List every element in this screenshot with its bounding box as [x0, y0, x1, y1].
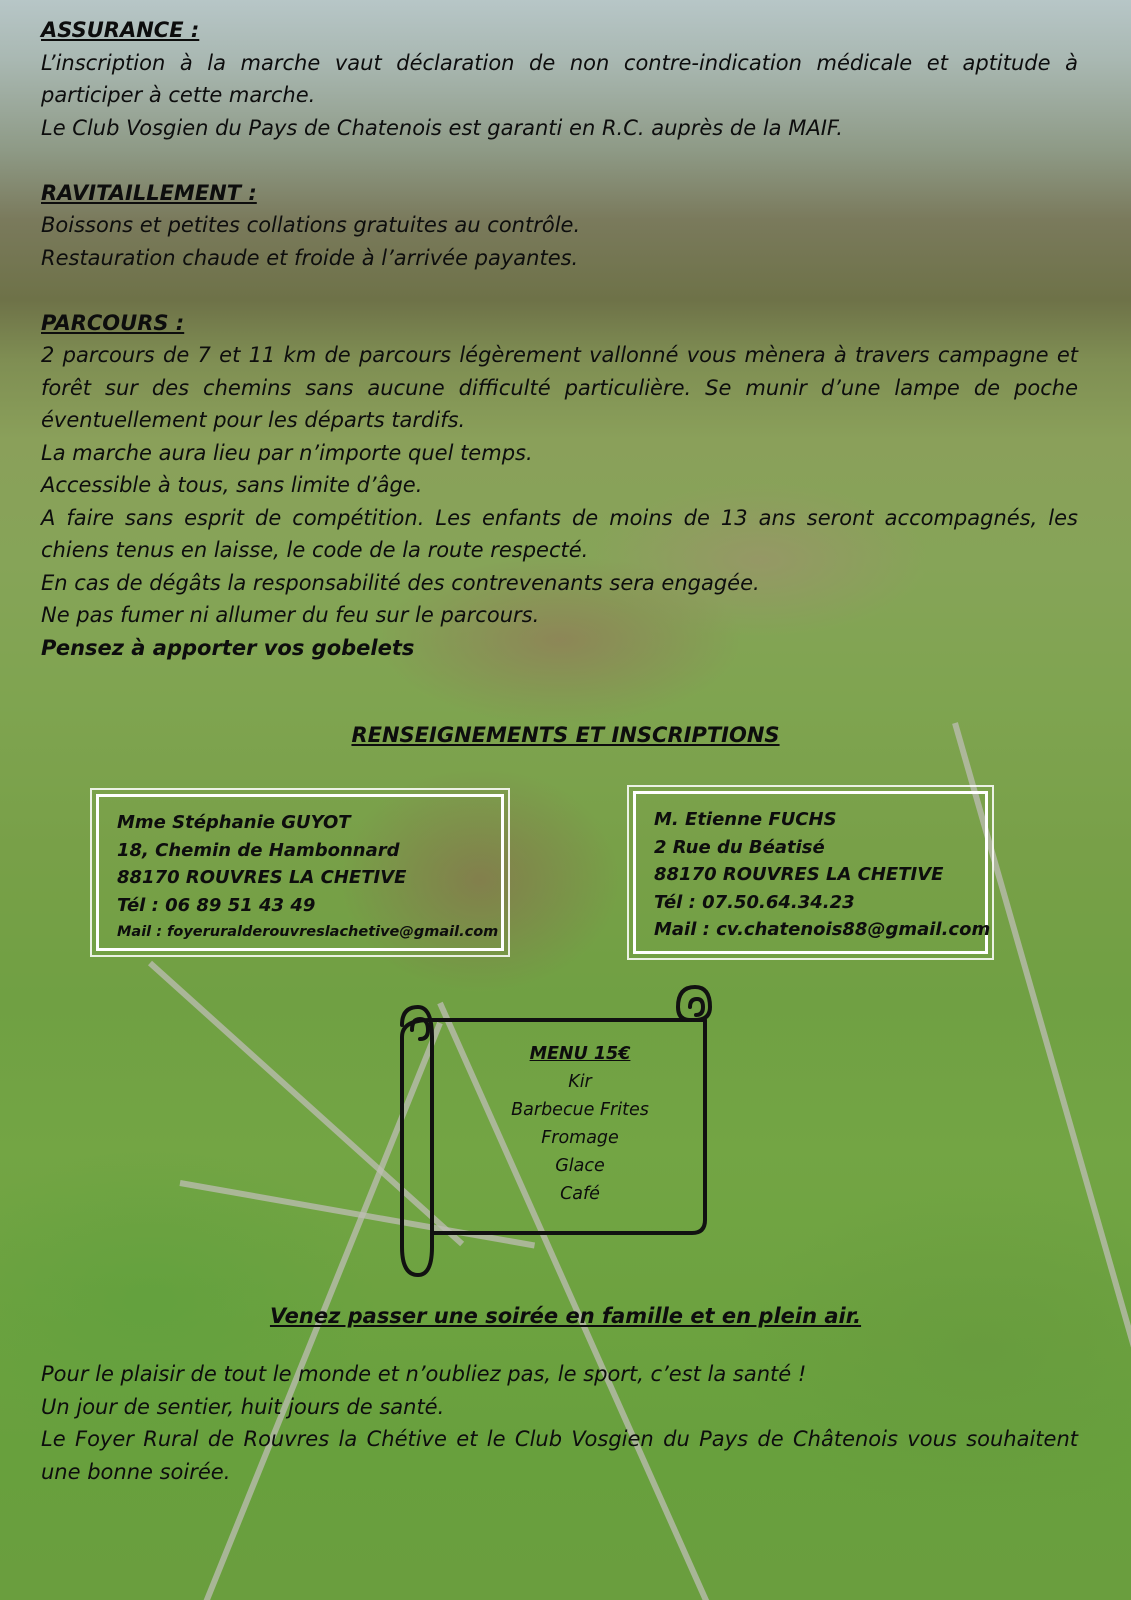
menu-item: Kir	[568, 1072, 592, 1092]
parcours-line: Ne pas fumer ni allumer du feu sur le parcours.	[41, 603, 540, 627]
closing-line: Le Foyer Rural de Rouvres la Chétive et le Club Vosgien du Pays de Châtenois vous souhaitent une bonne soirée.	[41, 1427, 1078, 1484]
menu-item: Fromage	[541, 1128, 619, 1148]
parcours-heading: PARCOURS :	[41, 310, 185, 335]
contact-name: M. Etienne FUCHS	[654, 809, 837, 830]
parcours-line: La marche aura lieu par n’importe quel temps.	[41, 440, 533, 465]
parcours-line: A faire sans esprit de compétition. Les enfants de moins de 13 ans seront accompagnés, les chiens tenus en laisse, le code de la route respecté.	[41, 505, 1078, 562]
parcours-line: Accessible à tous, sans limite d’âge.	[41, 473, 423, 497]
assurance-heading: ASSURANCE :	[41, 18, 200, 42]
parcours-reminder: Pensez à apporter vos gobelets	[41, 635, 415, 660]
closing-text	[41, 1358, 1078, 1488]
contact-box-fuchs	[633, 791, 991, 954]
closing-line: Pour le plaisir de tout le monde et n’oubliez pas, le sport, c’est la santé !	[41, 1362, 807, 1386]
ravitaillement-line: Restauration chaude et froide à l’arrivée payantes.	[41, 245, 579, 270]
parcours-line: 2 parcours de 7 et 11 km de parcours légèrement vallonné vous mènera à travers campagne et forêt sur des chemins sans aucune difficulté particulière. Se munir d’une lampe de poche éventuellement pour les départs tardifs.	[41, 343, 1078, 432]
contact-street: 2 Rue du Béatisé	[654, 836, 825, 858]
contact-mail: Mail : cv.chatenois88@gmail.com	[654, 919, 991, 940]
contact-street: 18, Chemin de Hambonnard	[117, 839, 400, 861]
menu-block	[470, 1040, 690, 1208]
contact-phone: Tél : 06 89 51 43 49	[117, 894, 316, 916]
menu-item: Glace	[555, 1156, 605, 1176]
menu-item: Café	[560, 1184, 600, 1204]
assurance-line: L’inscription à la marche vaut déclaration de non contre-indication médicale et aptitude à participer à cette marche.	[41, 50, 1078, 107]
ravitaillement-heading: RAVITAILLEMENT :	[41, 180, 257, 205]
contact-name: Mme Stéphanie GUYOT	[117, 812, 351, 833]
slogan: Venez passer une soirée en famille et en plein air.	[269, 1304, 862, 1328]
ravitaillement-line: Boissons et petites collations gratuites au contrôle.	[41, 213, 581, 237]
info-text	[41, 14, 1078, 664]
contact-phone: Tél : 07.50.64.34.23	[654, 891, 855, 913]
assurance-line: Le Club Vosgien du Pays de Chatenois est garanti en R.C. auprès de la MAIF.	[41, 115, 843, 140]
spacer	[41, 274, 1078, 307]
closing-line: Un jour de sentier, huit jours de santé.	[41, 1394, 445, 1419]
spacer	[41, 144, 1078, 177]
parcours-line: En cas de dégâts la responsabilité des contrevenants sera engagée.	[41, 570, 760, 595]
contact-city: 88170 ROUVRES LA CHETIVE	[117, 867, 407, 888]
contact-box-guyot	[96, 794, 504, 951]
contact-city: 88170 ROUVRES LA CHETIVE	[654, 864, 944, 885]
menu-item: Barbecue Frites	[511, 1100, 649, 1120]
contact-mail: Mail : foyeruralderouvreslachetive@gmail.com	[117, 924, 499, 940]
renseignements-title: RENSEIGNEMENTS ET INSCRIPTIONS	[351, 723, 780, 747]
menu-title: MENU 15€	[529, 1044, 631, 1064]
